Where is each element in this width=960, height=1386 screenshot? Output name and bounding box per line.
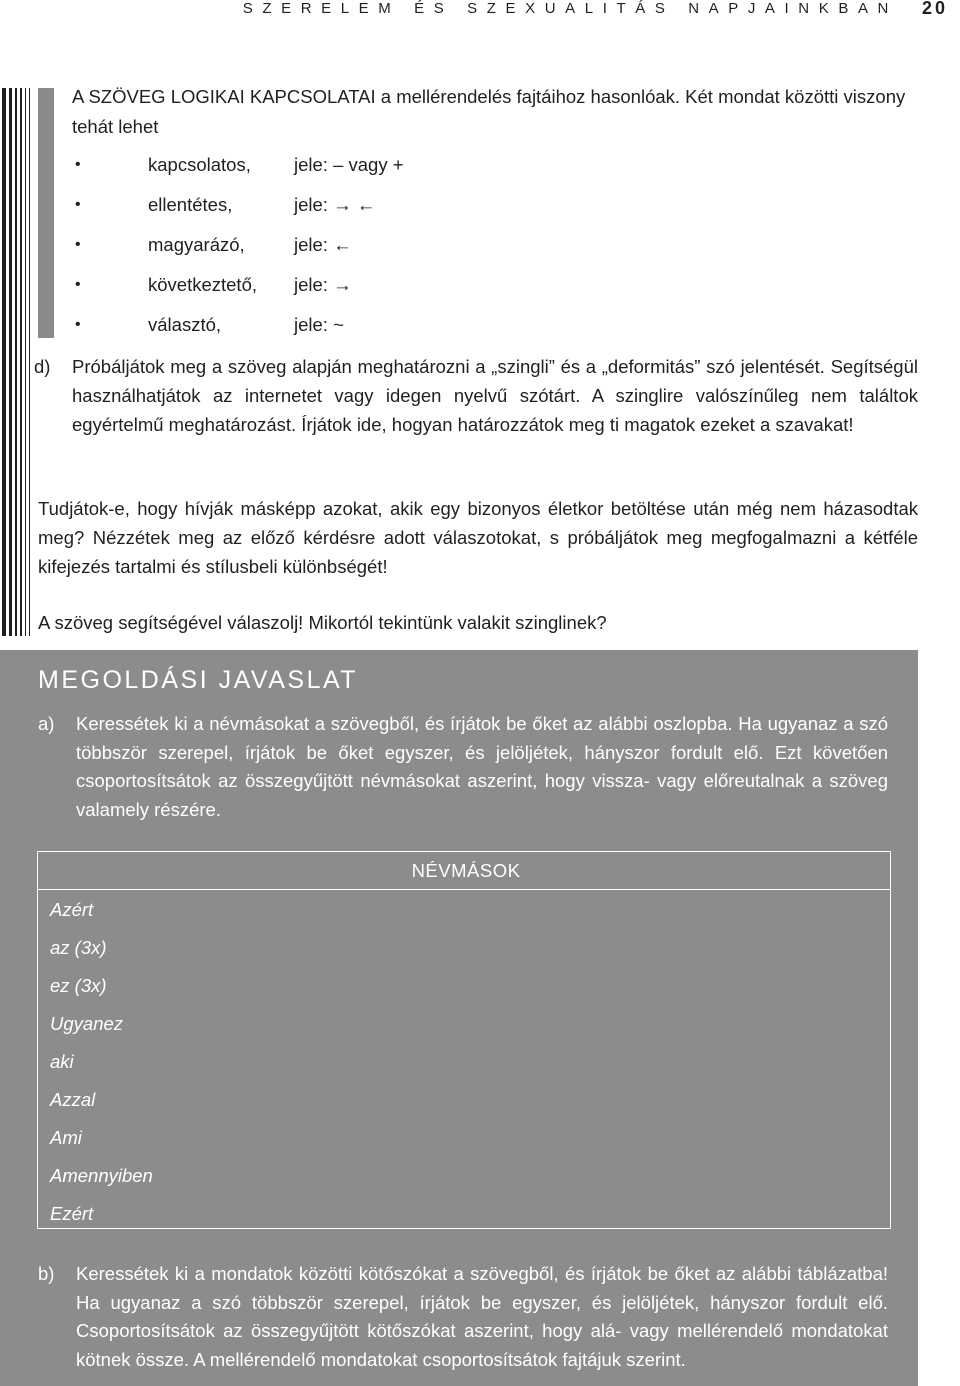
margin-rules	[0, 88, 34, 636]
bullet: •	[75, 276, 81, 293]
question-paragraph: Tudjátok-e, hogy hívják másképp azokat, akik egy bizonyos életkor betöltése után még nem házasodtak meg? Nézzétek meg az előző kérdésre adott válaszotokat, s próbáljátok meg megfogalmazni a kétféle kifejezés tartalmi és stílusbeli különbségét!	[38, 498, 918, 577]
relation-type-name: magyarázó,	[148, 234, 245, 255]
margin-rule	[9, 88, 12, 636]
running-title: SZERELEM ÉS SZEXUALITÁS NAPJAINKBAN	[242, 0, 898, 17]
solution-panel	[0, 650, 918, 1386]
bullet: •	[75, 316, 81, 333]
relation-type-sign: jele: ←	[294, 234, 352, 255]
margin-rule	[15, 88, 17, 636]
item-text: Keressétek ki a mondatok közötti kötőszókat a szövegből, és írjátok be őket az alábbi táblázatba! Ha ugyanaz a szó többször szerepel, írjátok be egyszer, és jelöljétek, hányszor fordult elő. Csoportosítsátok az összegyűjtött kötőszókat aszerint, hogy alá- vagy mellérendelő mondatokat kötnek össze. A mellérendelő mondatokat csoportosítsátok fajtájuk szerint.	[76, 1263, 888, 1370]
bullet: •	[75, 196, 81, 213]
solution-item-b	[38, 1260, 888, 1374]
relation-type-item	[72, 190, 672, 230]
task-label: d)	[34, 356, 51, 377]
pronoun-row: Amennyiben	[50, 1165, 153, 1186]
bullet: •	[75, 236, 81, 253]
relation-type-name: választó,	[148, 314, 222, 335]
pronoun-row: Ezért	[50, 1203, 94, 1224]
relation-type-item	[72, 230, 672, 270]
relation-type-sign: jele: → ←	[294, 194, 376, 215]
bullet: •	[75, 156, 81, 173]
relation-type-sign: jele: – vagy +	[294, 154, 404, 175]
question-paragraph-2: A szöveg segítségével válaszolj! Mikortól tekintünk valakit szinglinek?	[38, 612, 607, 633]
item-label: b)	[38, 1263, 55, 1284]
margin-rule	[29, 88, 30, 636]
pronoun-row: az (3x)	[50, 937, 107, 958]
task-d	[34, 352, 918, 439]
relation-type-item	[72, 270, 672, 310]
relation-type-item	[72, 310, 672, 350]
intro-text: A SZÖVEG LOGIKAI KAPCSOLATAI a mellérendelés fajtáihoz hasonlóak. Két mondat közötti viszony tehát lehet	[72, 86, 906, 137]
item-text: Keressétek ki a névmásokat a szövegből, és írjátok be őket az alábbi oszlopba. Ha ugyanaz a szó többször szerepel, írjátok be őket egyszer, és jelöljétek, hányszor fordult elő. Ezt követően csoportosítsátok az összegyűjtött névmásokat aszerint, hogy vissza- vagy előreutalnak a szöveg valamely részére.	[76, 713, 888, 820]
pronoun-row: ez (3x)	[50, 975, 107, 996]
item-label: a)	[38, 713, 55, 734]
relation-type-sign: jele: →	[294, 274, 352, 295]
pronoun-list	[50, 896, 153, 1238]
page-header	[0, 0, 960, 22]
pronoun-row: Azzal	[50, 1089, 96, 1110]
relation-type-name: kapcsolatos,	[148, 154, 251, 175]
pronoun-row: Azért	[50, 899, 94, 920]
page-number: 20	[921, 0, 948, 18]
margin-rule	[2, 88, 6, 636]
pronoun-row: aki	[50, 1051, 74, 1072]
relation-type-item	[72, 150, 672, 190]
table-header	[38, 852, 890, 890]
relation-type-sign: jele: ~	[294, 314, 344, 335]
pronoun-row: Ugyanez	[50, 1013, 124, 1034]
solution-heading: MEGOLDÁSI JAVASLAT	[38, 666, 359, 694]
pronoun-table	[37, 851, 891, 1229]
margin-rule	[25, 88, 26, 636]
relation-type-name: következtető,	[148, 274, 258, 295]
task-text: Próbáljátok meg a szöveg alapján meghatározni a „szingli” és a „deformitás” szó jelentését. Segítségül használhatjátok az internetet vagy idegen nyelvű szótárt. A szinglire valószínűleg nem találtok egyértelmű meghatározást. Írjátok ide, hogyan határozzátok meg ti magatok ezeket a szavakat!	[72, 356, 918, 435]
solution-item-a	[38, 710, 888, 824]
relation-type-name: ellentétes,	[148, 194, 233, 215]
relation-type-list	[72, 150, 672, 350]
table-header-label: NÉVMÁSOK	[411, 860, 521, 881]
margin-rule	[20, 88, 22, 636]
pronoun-row: Ami	[50, 1127, 82, 1148]
info-box-bar	[38, 88, 54, 338]
